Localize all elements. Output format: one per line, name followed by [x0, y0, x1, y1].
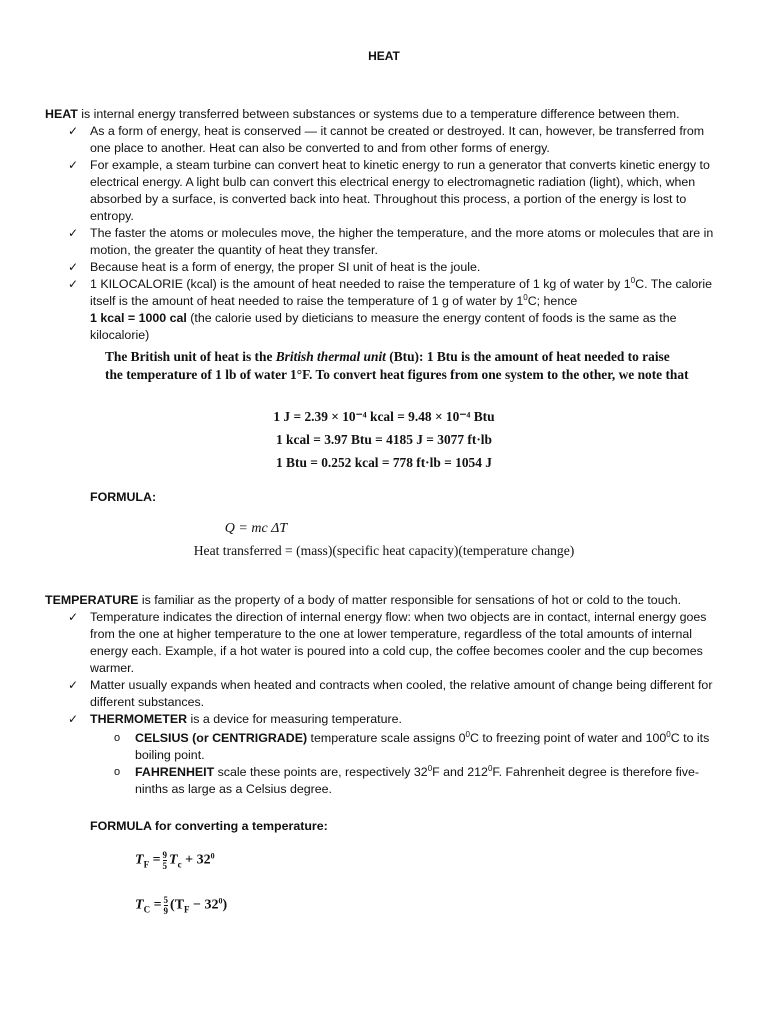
fahrenheit-formula: $T_F$ = $\frac{9}{5}$ $T_c + 32^0$ — [135, 850, 215, 871]
btu-paragraph: The British unit of heat is the British thermal unit (Btu): 1 Btu is the amount of heat needed to raise the temperature of 1 lb of water 1°F. To convert heat figures from one system to the other, we note that — [105, 349, 689, 382]
heat-formula: Q = mc ΔT — [224, 521, 288, 536]
conversion-joule: 1 J = 2.39 × 10⁻⁴ kcal = 9.48 × 10⁻⁴ Btu — [273, 409, 495, 424]
heat-bullet-list — [68, 123, 723, 344]
page-title: HEAT — [368, 49, 400, 63]
check-mark-icon: ✓ — [68, 610, 79, 624]
fraction: $\frac{9}{5}$ — [162, 850, 168, 871]
check-mark-icon: ✓ — [68, 712, 79, 726]
list-item: ✓ 1 KILOCALORIE (kcal) is the amount of heat needed to raise the temperature of 1 kg of water by $1^0C$. The calorie itself is the amount of heat needed to raise the temperature of 1 g of water by $1^0C$; hence 1 kcal = 1000 cal (the calorie used by dieticians to measure the energy content of foods is the same as the kilocalorie) — [68, 276, 713, 342]
list-item: ✓ As a form of energy, heat is conserved — it cannot be created or destroyed. It can, however, be transferred from one place to another. Heat can also be converted to and from other forms of energy. — [68, 124, 705, 155]
check-mark-icon: ✓ — [68, 124, 79, 138]
heat-definition: HEAT is internal energy transferred between substances or systems due to a temperature difference between them. — [45, 107, 680, 121]
check-mark-icon: ✓ — [68, 226, 79, 240]
list-item: ✓ Temperature indicates the direction of internal energy flow: when two objects are in contact, internal energy goes from the one at higher temperature to the one at lower temperature, regardless of the total amounts of internal energy each. Example, if a hot water is poured into a cold cup, the coffee becomes cooler and the cup becomes warmer. — [68, 610, 707, 675]
temperature-term: TEMPERATURE — [45, 593, 139, 607]
kcal-equivalence: 1 kcal = 1000 cal — [90, 311, 187, 325]
list-item: ✓ THERMOMETER is a device for measuring temperature. — [68, 712, 402, 726]
formula-label: FORMULA: — [90, 490, 157, 504]
list-item: ✓ Because heat is a form of energy, the proper SI unit of heat is the joule. — [68, 260, 481, 274]
list-item: ✓ Matter usually expands when heated and contracts when cooled, the relative amount of change being different for different substances. — [68, 678, 713, 709]
conversion-formula-label: FORMULA for converting a temperature: — [90, 819, 328, 833]
list-item: o CELSIUS (or CENTRIGRADE) temperature scale assigns $0^0C$ to freezing point of water and $100^0C$ to its boiling point. — [114, 730, 710, 762]
list-item: ✓ The faster the atoms or molecules move, the higher the temperature, and the more atoms or molecules that are in motion, the greater the quantity of heat they transfer. — [68, 226, 714, 257]
check-mark-icon: ✓ — [68, 158, 79, 172]
celsius-formula: $T_C$ = $\frac{5}{9}$ $(T_F - 32^0)$ — [135, 895, 228, 916]
fraction: $\frac{5}{9}$ — [163, 895, 169, 916]
list-item: ✓ For example, a steam turbine can convert heat to kinetic energy to run a generator that converts kinetic energy to electrical energy. A light bulb can convert this electrical energy to electromagnetic radiation (light), which, when absorbed by a surface, is converted back into heat. Throughout this process, a portion of the energy is lost to entropy. — [68, 158, 710, 223]
check-mark-icon: ✓ — [68, 277, 79, 291]
conversion-kcal: 1 kcal = 3.97 Btu = 4185 J = 3077 ft·lb — [276, 432, 492, 447]
hollow-circle-icon: o — [114, 732, 121, 744]
temperature-bullet-list — [68, 609, 723, 728]
thermometer-term: THERMOMETER — [90, 712, 188, 726]
conversion-btu: 1 Btu = 0.252 kcal = 778 ft·lb = 1054 J — [276, 455, 492, 470]
check-mark-icon: ✓ — [68, 678, 79, 692]
list-item: o FAHRENHEIT scale these points are, respectively $32^0F$ and $212^0F$. Fahrenheit degree is therefore five-ninths as large as a Celsius degree. — [114, 764, 700, 796]
heat-term: HEAT — [45, 107, 78, 121]
check-mark-icon: ✓ — [68, 260, 79, 274]
scale-list — [112, 730, 712, 798]
heat-formula-words: Heat transferred = (mass)(specific heat capacity)(temperature change) — [193, 543, 575, 558]
temperature-definition: TEMPERATURE is familiar as the property of a body of matter responsible for sensations of hot or cold to the touch. — [45, 593, 682, 607]
hollow-circle-icon: o — [114, 766, 121, 778]
